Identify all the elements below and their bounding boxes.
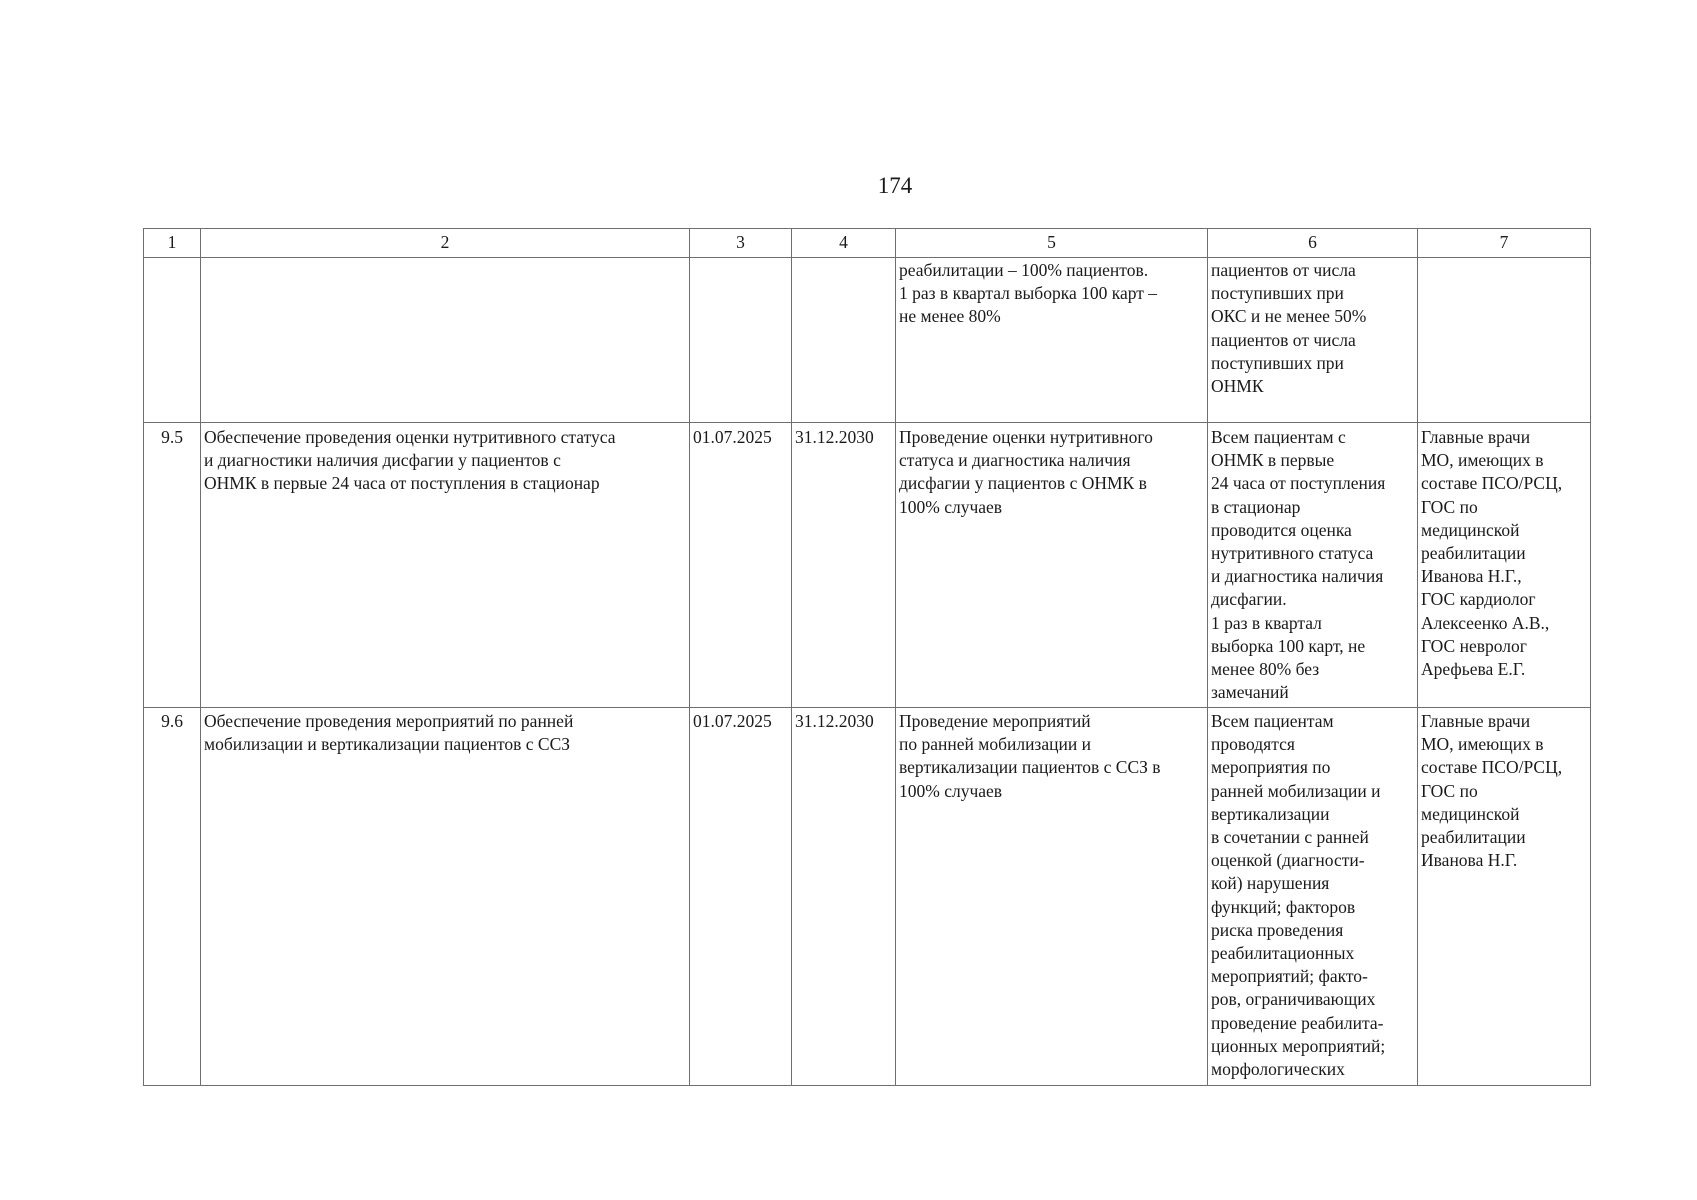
responsible-line: МО, имеющих в: [1421, 450, 1544, 471]
row-number-cell: 9.6: [144, 708, 201, 1086]
indicator-line: 24 часа от поступления: [1211, 473, 1386, 494]
indicator-line: ОНМК в первые: [1211, 450, 1335, 471]
activity-cell: [201, 708, 690, 1086]
column-number-2: 2: [201, 229, 690, 258]
responsible-line: ГОС кардиолог: [1421, 589, 1536, 610]
indicator-line: выборка 100 карт, не: [1211, 635, 1366, 656]
indicator-line: морфологических: [1211, 1059, 1345, 1080]
responsible-line: Главные врачи: [1421, 711, 1531, 731]
responsible-line: ГОС невролог: [1421, 635, 1527, 656]
indicator-line: ранней мобилизации и: [1211, 780, 1381, 801]
activity-line: Обеспечение проведения мероприятий по ранней: [204, 711, 574, 731]
responsible-cell: [1418, 423, 1591, 708]
indicator-line: поступивших при: [1211, 283, 1344, 304]
indicator-line: оценкой (диагности-: [1211, 850, 1365, 871]
column-number-1: 1: [144, 229, 201, 258]
responsible-line: реабилитации: [1421, 827, 1526, 848]
result-cell: [896, 708, 1208, 1086]
indicator-line: проведение реабилита-: [1211, 1012, 1384, 1033]
indicator-line: ОКС и не менее 50%: [1211, 306, 1367, 327]
indicator-line: риска проведения: [1211, 919, 1344, 940]
result-line: реабилитации – 100% пациентов.: [899, 260, 1149, 280]
activity-table: [143, 228, 1591, 1086]
responsible-line: медицинской: [1421, 519, 1520, 540]
result-line: 100% случаев: [899, 780, 1003, 801]
result-line: Проведение мероприятий: [899, 711, 1091, 731]
table-row: [144, 423, 1591, 708]
table-row: [144, 258, 1591, 423]
indicator-line: кой) нарушения: [1211, 873, 1330, 894]
responsible-line: Алексеенко А.В.,: [1421, 612, 1550, 633]
column-number-5: 5: [896, 229, 1208, 258]
row-number-cell: 9.5: [144, 423, 201, 708]
indicator-line: дисфагии.: [1211, 589, 1287, 610]
responsible-line: составе ПСО/РСЦ,: [1421, 473, 1563, 494]
indicator-line: мероприятий; факто-: [1211, 966, 1368, 987]
indicator-line: реабилитационных: [1211, 943, 1355, 964]
column-number-6: 6: [1208, 229, 1418, 258]
result-line: по ранней мобилизации и: [899, 734, 1091, 755]
indicator-line: в сочетании с ранней: [1211, 827, 1369, 848]
start-date-cell: 01.07.2025: [690, 423, 792, 708]
indicator-line: и диагностика наличия: [1211, 566, 1384, 587]
activity-cell: [201, 423, 690, 708]
responsible-cell: [1418, 258, 1591, 423]
result-line: 100% случаев: [899, 496, 1003, 517]
indicator-line: Всем пациентам: [1211, 711, 1334, 731]
page-number: 174: [877, 173, 913, 198]
responsible-line: Главные врачи: [1421, 427, 1531, 447]
table-row: [144, 708, 1591, 1086]
indicator-line: вертикализации: [1211, 803, 1330, 824]
responsible-line: реабилитации: [1421, 543, 1526, 564]
responsible-line: медицинской: [1421, 803, 1520, 824]
table-header-row: [144, 229, 1591, 258]
indicator-line: ционных мероприятий;: [1211, 1035, 1386, 1056]
indicator-line: нутритивного статуса: [1211, 543, 1374, 564]
column-number-4: 4: [792, 229, 896, 258]
column-number-3: 3: [690, 229, 792, 258]
result-line: 1 раз в квартал выборка 100 карт –: [899, 283, 1158, 304]
indicator-line: пациентов от числа: [1211, 329, 1356, 350]
end-date-cell: [792, 258, 896, 423]
indicator-line: пациентов от числа: [1211, 260, 1356, 280]
indicator-line: мероприятия по: [1211, 757, 1331, 778]
row-number-cell: [144, 258, 201, 423]
result-line: статуса и диагностика наличия: [899, 450, 1131, 471]
indicator-cell: [1208, 258, 1418, 423]
indicator-line: ров, ограничивающих: [1211, 989, 1376, 1010]
activity-line: ОНМК в первые 24 часа от поступления в стационар: [204, 473, 600, 494]
indicator-line: в стационар: [1211, 496, 1301, 517]
indicator-line: поступивших при: [1211, 352, 1344, 373]
responsible-line: ГОС по: [1421, 496, 1478, 517]
activity-line: Обеспечение проведения оценки нутритивного статуса: [204, 427, 616, 447]
indicator-cell: [1208, 423, 1418, 708]
activity-cell: [201, 258, 690, 423]
responsible-line: ГОС по: [1421, 780, 1478, 801]
start-date-cell: [690, 258, 792, 423]
indicator-line: Всем пациентам с: [1211, 427, 1346, 447]
responsible-line: Иванова Н.Г.: [1421, 850, 1518, 871]
result-cell: [896, 258, 1208, 423]
indicator-line: 1 раз в квартал: [1211, 612, 1322, 633]
responsible-line: МО, имеющих в: [1421, 734, 1544, 755]
responsible-line: Иванова Н.Г.,: [1421, 566, 1522, 587]
indicator-line: проводятся: [1211, 734, 1295, 755]
activity-line: и диагностики наличия дисфагии у пациентов с: [204, 450, 561, 471]
column-number-7: 7: [1418, 229, 1591, 258]
indicator-line: проводится оценка: [1211, 519, 1352, 540]
responsible-line: составе ПСО/РСЦ,: [1421, 757, 1563, 778]
indicator-line: менее 80% без: [1211, 659, 1320, 680]
result-line: дисфагии у пациентов с ОНМК в: [899, 473, 1147, 494]
start-date-cell: 01.07.2025: [690, 708, 792, 1086]
responsible-cell: [1418, 708, 1591, 1086]
activity-line: мобилизации и вертикализации пациентов с ССЗ: [204, 734, 571, 755]
responsible-line: Арефьева Е.Г.: [1421, 659, 1526, 680]
indicator-line: функций; факторов: [1211, 896, 1356, 917]
end-date-cell: 31.12.2030: [792, 423, 896, 708]
indicator-line: ОНМК: [1211, 376, 1264, 397]
indicator-cell: [1208, 708, 1418, 1086]
result-line: Проведение оценки нутритивного: [899, 427, 1153, 447]
result-cell: [896, 423, 1208, 708]
result-line: не менее 80%: [899, 306, 1001, 327]
end-date-cell: 31.12.2030: [792, 708, 896, 1086]
result-line: вертикализации пациентов с ССЗ в: [899, 757, 1161, 778]
indicator-line: замечаний: [1211, 682, 1289, 703]
